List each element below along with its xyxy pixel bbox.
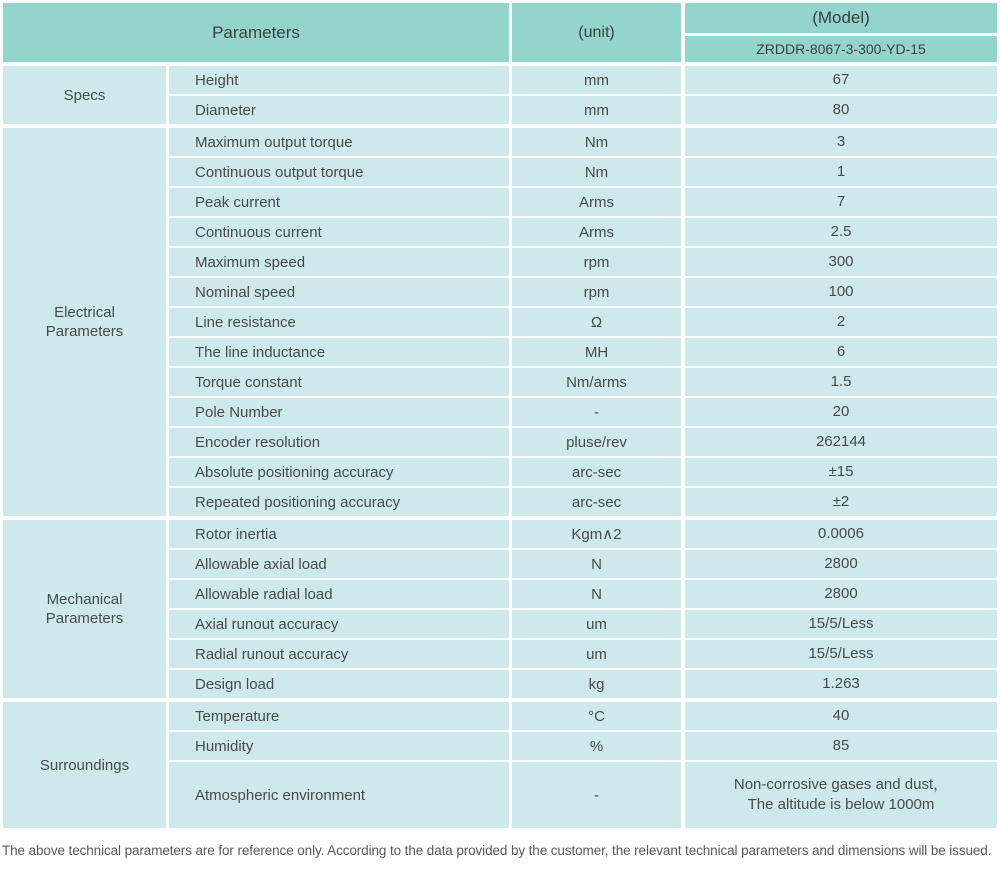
value-cell: 100 <box>685 278 997 306</box>
param-name-cell: Peak current <box>169 188 509 216</box>
value-cell: 262144 <box>685 428 997 456</box>
unit-cell: Nm <box>512 128 681 156</box>
unit-cell: Arms <box>512 218 681 246</box>
value-cell: 85 <box>685 732 997 760</box>
table-row <box>169 610 997 638</box>
param-name-cell: Allowable axial load <box>169 550 509 578</box>
param-name-cell: Design load <box>169 670 509 698</box>
table-section <box>3 702 997 828</box>
model-number: ZRDDR-8067-3-300-YD-15 <box>685 36 997 62</box>
footer-note: The above technical parameters are for reference only. According to the data provided by the customer, the relevant technical parameters and dimensions will be issued. <box>2 843 992 858</box>
value-cell: 300 <box>685 248 997 276</box>
param-name-cell: Absolute positioning accuracy <box>169 458 509 486</box>
unit-column-header: (unit) <box>512 3 681 62</box>
unit-cell: N <box>512 550 681 578</box>
value-cell: 15/5/Less <box>685 640 997 668</box>
table-row <box>169 732 997 760</box>
param-name-cell: The line inductance <box>169 338 509 366</box>
table-row <box>169 550 997 578</box>
value-cell: 1 <box>685 158 997 186</box>
value-cell: 80 <box>685 96 997 124</box>
value-cell: 2 <box>685 308 997 336</box>
table-row <box>169 338 997 366</box>
unit-cell: Kgm∧2 <box>512 520 681 548</box>
value-cell: 3 <box>685 128 997 156</box>
param-name-cell: Torque constant <box>169 368 509 396</box>
table-row <box>169 520 997 548</box>
unit-cell: rpm <box>512 248 681 276</box>
table-section <box>3 128 997 516</box>
table-section <box>3 520 997 698</box>
unit-cell: rpm <box>512 278 681 306</box>
value-line: Non-corrosive gases and dust， <box>733 776 949 793</box>
table-row <box>169 670 997 698</box>
value-cell: 1.5 <box>685 368 997 396</box>
unit-cell: arc-sec <box>512 488 681 516</box>
unit-cell: °C <box>512 702 681 730</box>
param-name-cell: Humidity <box>169 732 509 760</box>
value-cell: 15/5/Less <box>685 610 997 638</box>
param-name-cell: Radial runout accuracy <box>169 640 509 668</box>
table-body <box>3 66 997 828</box>
param-name-cell: Pole Number <box>169 398 509 426</box>
table-row <box>169 158 997 186</box>
table-header-row <box>3 3 997 62</box>
unit-cell: - <box>512 762 681 828</box>
value-cell <box>685 762 997 828</box>
table-row <box>169 488 997 516</box>
param-name-cell: Encoder resolution <box>169 428 509 456</box>
value-cell: 7 <box>685 188 997 216</box>
table-row <box>169 278 997 306</box>
table-row <box>169 702 997 730</box>
table-row <box>169 398 997 426</box>
table-row <box>169 188 997 216</box>
unit-cell: Nm/arms <box>512 368 681 396</box>
value-cell: 2.5 <box>685 218 997 246</box>
unit-cell: N <box>512 580 681 608</box>
unit-cell: um <box>512 640 681 668</box>
section-rows <box>169 128 997 516</box>
table-row <box>169 128 997 156</box>
model-column-header <box>685 3 997 62</box>
param-name-cell: Diameter <box>169 96 509 124</box>
section-rows <box>169 520 997 698</box>
group-cell: Surroundings <box>3 702 166 828</box>
param-name-cell: Atmospheric environment <box>169 762 509 828</box>
unit-cell: kg <box>512 670 681 698</box>
value-cell: 40 <box>685 702 997 730</box>
table-row <box>169 218 997 246</box>
value-cell: ±2 <box>685 488 997 516</box>
unit-cell: Nm <box>512 158 681 186</box>
table-row <box>169 428 997 456</box>
group-cell: Specs <box>3 66 166 124</box>
value-cell: 0.0006 <box>685 520 997 548</box>
table-row <box>169 308 997 336</box>
param-name-cell: Repeated positioning accuracy <box>169 488 509 516</box>
parameters-column-header: Parameters <box>3 3 509 62</box>
param-name-cell: Line resistance <box>169 308 509 336</box>
value-cell: 2800 <box>685 580 997 608</box>
table-row <box>169 762 997 828</box>
unit-cell: % <box>512 732 681 760</box>
model-column-label: (Model) <box>685 3 997 33</box>
param-name-cell: Continuous output torque <box>169 158 509 186</box>
table-row <box>169 458 997 486</box>
unit-cell: Arms <box>512 188 681 216</box>
param-name-cell: Temperature <box>169 702 509 730</box>
param-name-cell: Allowable radial load <box>169 580 509 608</box>
table-section <box>3 66 997 124</box>
param-name-cell: Continuous current <box>169 218 509 246</box>
unit-cell: arc-sec <box>512 458 681 486</box>
value-cell: 20 <box>685 398 997 426</box>
param-name-cell: Height <box>169 66 509 94</box>
section-rows <box>169 702 997 828</box>
value-cell: 2800 <box>685 550 997 578</box>
param-name-cell: Maximum speed <box>169 248 509 276</box>
table-row <box>169 368 997 396</box>
unit-cell: - <box>512 398 681 426</box>
value-line: The altitude is below 1000m <box>747 796 935 813</box>
value-cell: 1.263 <box>685 670 997 698</box>
unit-cell: um <box>512 610 681 638</box>
table-row <box>169 96 997 124</box>
param-name-cell: Axial runout accuracy <box>169 610 509 638</box>
unit-cell: pluse/rev <box>512 428 681 456</box>
table-row <box>169 66 997 94</box>
table-row <box>169 248 997 276</box>
unit-cell: mm <box>512 66 681 94</box>
group-cell: Mechanical Parameters <box>3 520 166 698</box>
table-row <box>169 580 997 608</box>
value-cell: ±15 <box>685 458 997 486</box>
unit-cell: MH <box>512 338 681 366</box>
unit-cell: Ω <box>512 308 681 336</box>
value-cell: 67 <box>685 66 997 94</box>
param-name-cell: Maximum output torque <box>169 128 509 156</box>
value-cell: 6 <box>685 338 997 366</box>
group-cell: Electrical Parameters <box>3 128 166 516</box>
param-name-cell: Rotor inertia <box>169 520 509 548</box>
param-name-cell: Nominal speed <box>169 278 509 306</box>
unit-cell: mm <box>512 96 681 124</box>
table-row <box>169 640 997 668</box>
section-rows <box>169 66 997 124</box>
